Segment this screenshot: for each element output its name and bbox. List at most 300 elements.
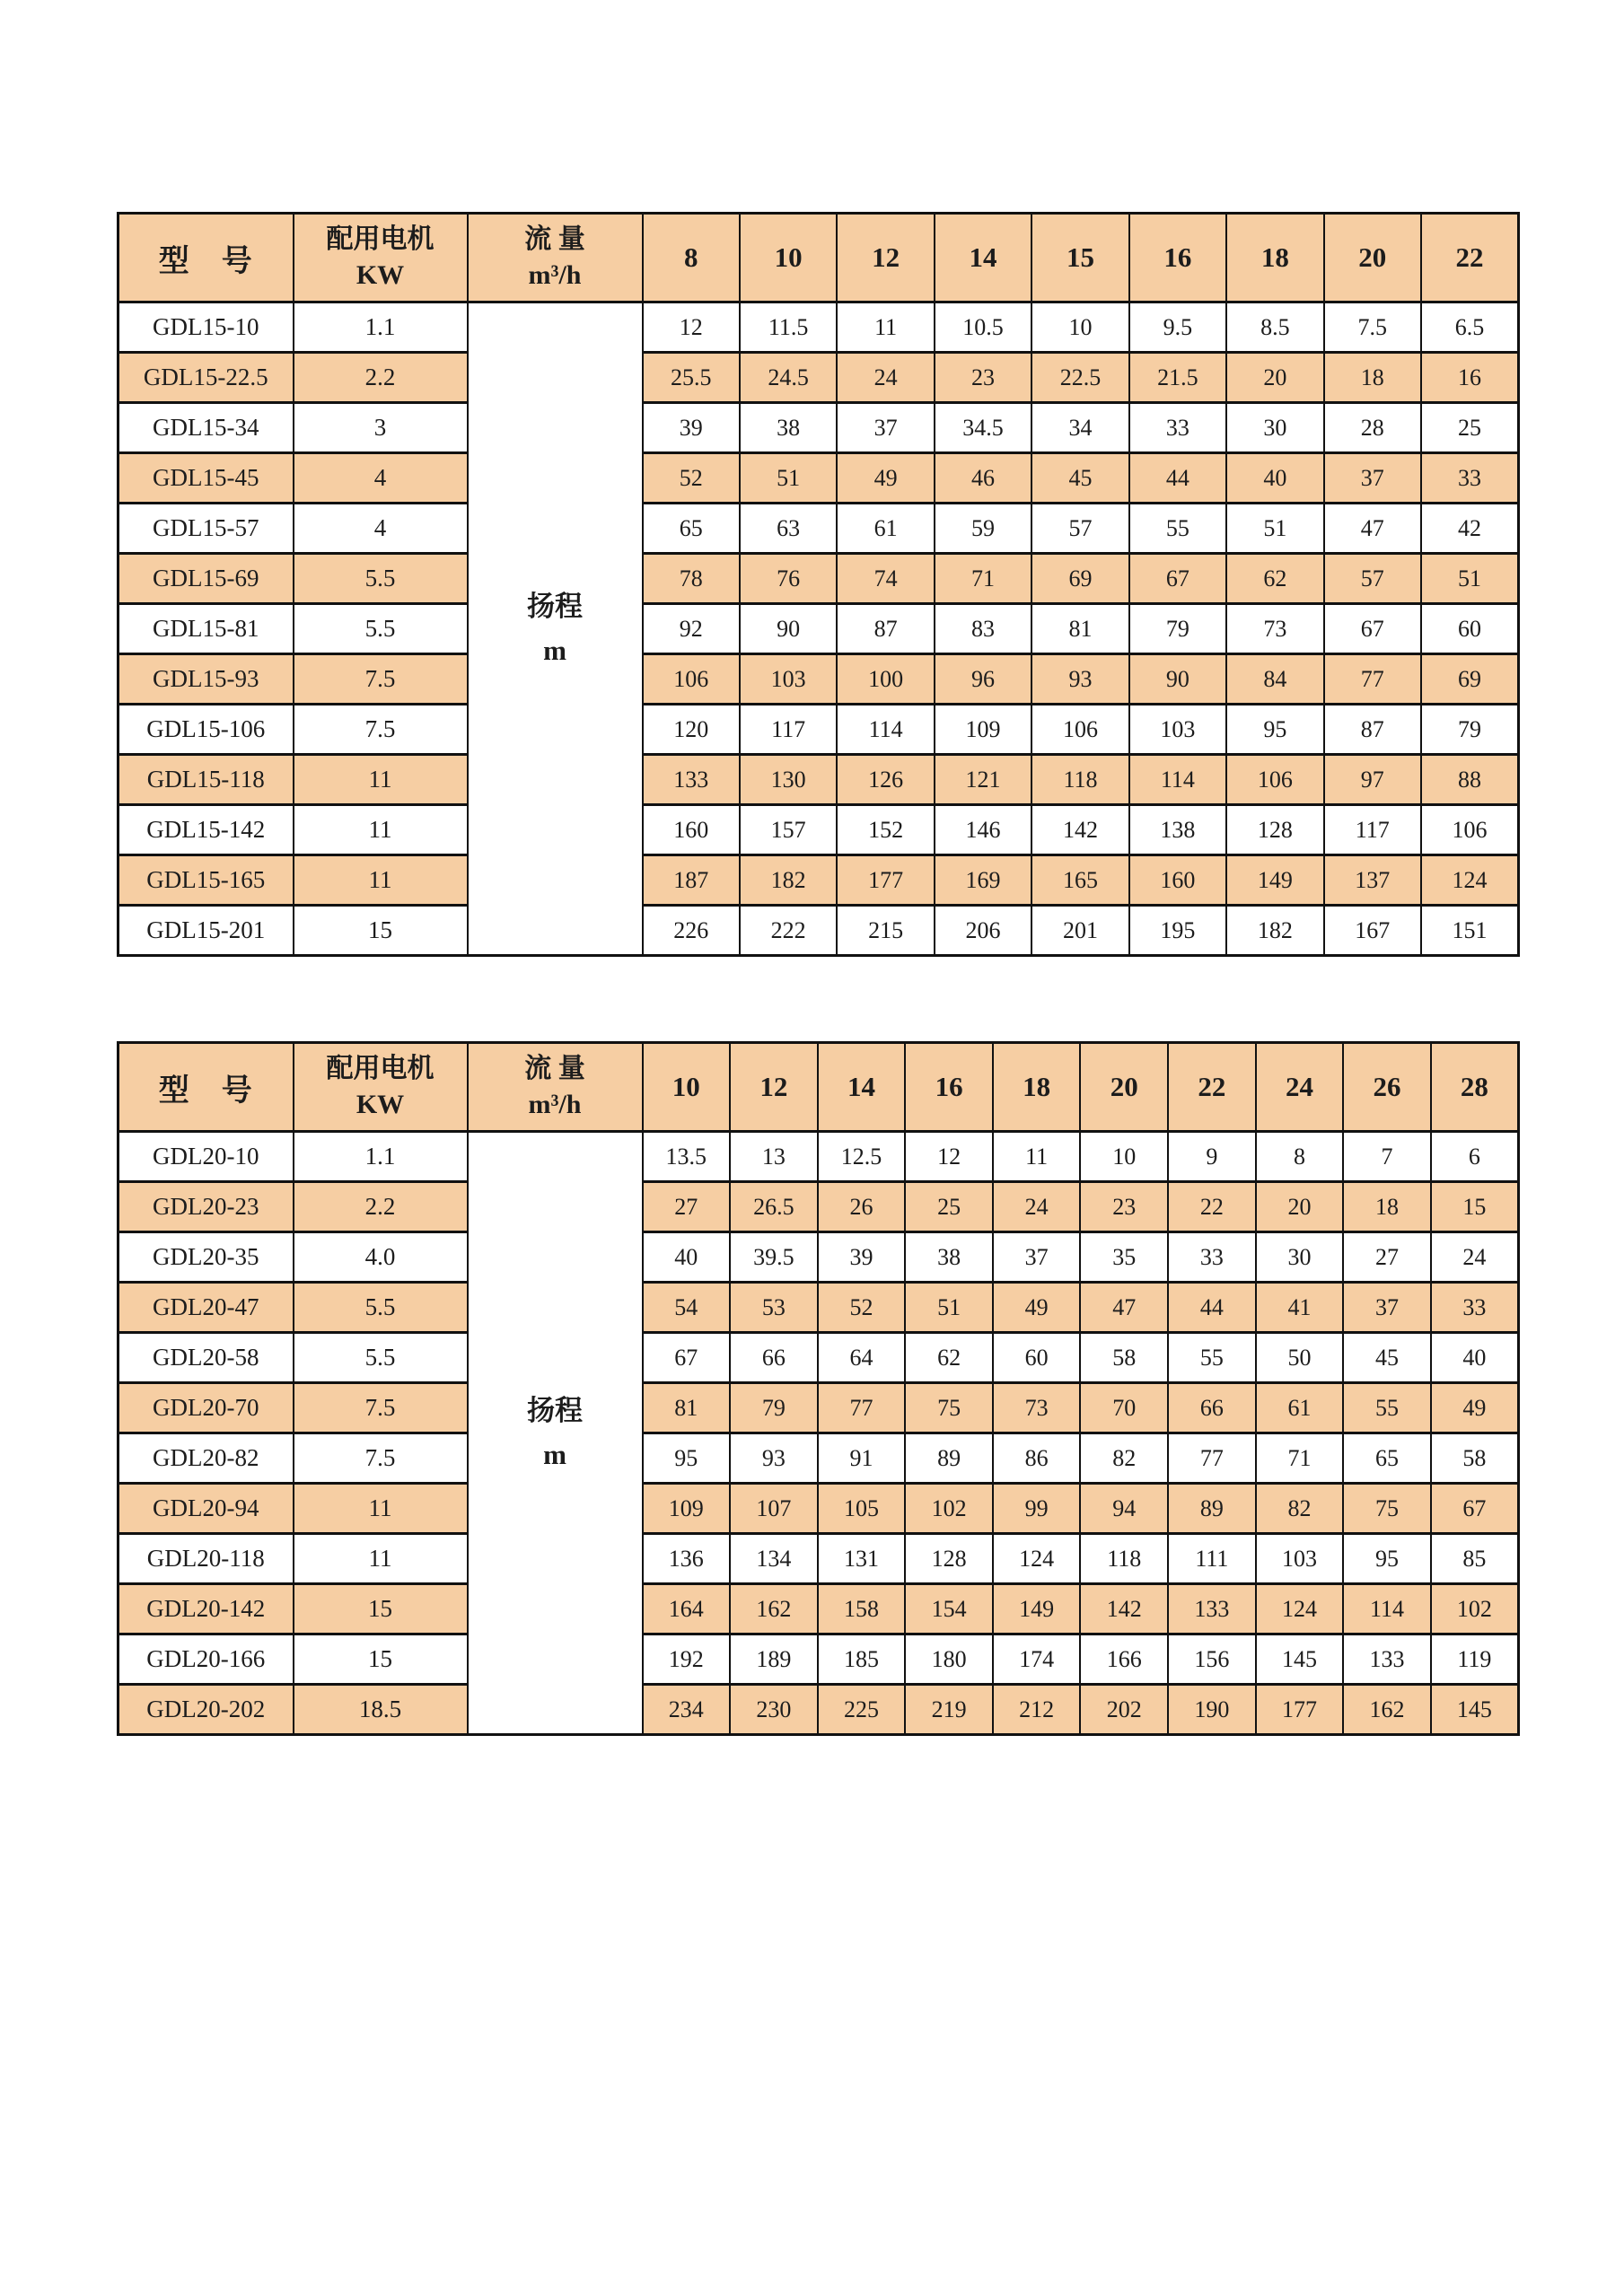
header-flow-14-label: 14 — [847, 1071, 875, 1102]
motor-kw-cell: 11 — [294, 1534, 468, 1584]
model-cell: GDL15-34 — [119, 403, 294, 453]
table-row — [119, 1685, 1519, 1735]
head-value-cell: 40 — [1431, 1333, 1519, 1383]
head-value-cell: 51 — [1421, 554, 1519, 604]
head-value-cell: 9.5 — [1129, 302, 1226, 353]
table-row — [119, 906, 1519, 956]
head-value-cell: 134 — [730, 1534, 818, 1584]
header-flow-14 — [818, 1043, 906, 1132]
table-row — [119, 1182, 1519, 1232]
head-value-cell: 37 — [837, 403, 934, 453]
head-value-cell: 106 — [1031, 705, 1128, 755]
head-value-cell: 71 — [935, 554, 1031, 604]
head-value-cell: 162 — [1343, 1685, 1431, 1735]
head-value-cell: 222 — [740, 906, 837, 956]
head-value-cell: 124 — [993, 1534, 1081, 1584]
header-flow-15 — [1031, 214, 1128, 302]
head-value-cell: 177 — [1256, 1685, 1344, 1735]
head-value-cell: 33 — [1168, 1232, 1256, 1283]
table-row — [119, 1383, 1519, 1433]
head-value-cell: 24.5 — [740, 353, 837, 403]
head-value-cell: 25 — [905, 1182, 993, 1232]
head-value-cell: 24 — [993, 1182, 1081, 1232]
head-value-cell: 33 — [1129, 403, 1226, 453]
head-unit-merged-cell — [468, 302, 643, 956]
head-value-cell: 146 — [935, 805, 1031, 855]
head-value-cell: 61 — [1256, 1383, 1344, 1433]
head-value-cell: 35 — [1080, 1232, 1168, 1283]
table-row — [119, 302, 1519, 353]
head-value-cell: 65 — [643, 504, 740, 554]
head-value-cell: 67 — [1324, 604, 1421, 654]
motor-kw-cell: 4 — [294, 504, 468, 554]
header-flow-28 — [1431, 1043, 1519, 1132]
header-flow-10-label: 10 — [672, 1071, 700, 1102]
motor-kw-cell: 7.5 — [294, 1383, 468, 1433]
table-row — [119, 1333, 1519, 1383]
head-value-cell: 160 — [1129, 855, 1226, 906]
head-value-cell: 126 — [837, 755, 934, 805]
head-value-cell: 77 — [818, 1383, 906, 1433]
head-value-cell: 94 — [1080, 1484, 1168, 1534]
header-flow-20-label: 20 — [1358, 241, 1387, 273]
header-model-label: 型 号 — [158, 244, 253, 278]
head-unit-merged-cell — [468, 1132, 643, 1735]
head-value-cell: 65 — [1343, 1433, 1431, 1484]
head-value-cell: 95 — [1343, 1534, 1431, 1584]
head-value-cell: 67 — [1431, 1484, 1519, 1534]
head-value-cell: 158 — [818, 1584, 906, 1634]
head-value-cell: 124 — [1256, 1584, 1344, 1634]
head-value-cell: 26.5 — [730, 1182, 818, 1232]
head-value-cell: 69 — [1031, 554, 1128, 604]
motor-kw-cell: 5.5 — [294, 604, 468, 654]
head-value-cell: 167 — [1324, 906, 1421, 956]
header-flow-20 — [1080, 1043, 1168, 1132]
head-value-cell: 103 — [1129, 705, 1226, 755]
head-value-cell: 20 — [1226, 353, 1323, 403]
head-value-cell: 156 — [1168, 1634, 1256, 1685]
header-flow-22-label: 22 — [1455, 241, 1484, 273]
head-value-cell: 95 — [1226, 705, 1323, 755]
head-value-cell: 93 — [1031, 654, 1128, 705]
head-value-cell: 55 — [1129, 504, 1226, 554]
head-value-cell: 131 — [818, 1534, 906, 1584]
head-value-cell: 120 — [643, 705, 740, 755]
head-value-cell: 79 — [730, 1383, 818, 1433]
header-flow-10 — [643, 1043, 731, 1132]
head-value-cell: 47 — [1324, 504, 1421, 554]
head-value-cell: 53 — [730, 1283, 818, 1333]
head-value-cell: 121 — [935, 755, 1031, 805]
head-value-cell: 76 — [740, 554, 837, 604]
motor-kw-cell: 11 — [294, 1484, 468, 1534]
table-row — [119, 1634, 1519, 1685]
head-value-cell: 58 — [1431, 1433, 1519, 1484]
table-row — [119, 1132, 1519, 1182]
head-value-cell: 52 — [818, 1283, 906, 1333]
head-value-cell: 25.5 — [643, 353, 740, 403]
head-value-cell: 83 — [935, 604, 1031, 654]
header-flow-26-label: 26 — [1373, 1071, 1401, 1102]
head-value-cell: 12.5 — [818, 1132, 906, 1182]
pump-table-gdl20 — [117, 1041, 1520, 1736]
model-cell: GDL15-142 — [119, 805, 294, 855]
header-row — [119, 1043, 1519, 1132]
header-motor-kw-label: KW — [356, 260, 405, 290]
model-cell: GDL15-165 — [119, 855, 294, 906]
model-cell: GDL20-142 — [119, 1584, 294, 1634]
motor-kw-cell: 2.2 — [294, 353, 468, 403]
head-value-cell: 103 — [740, 654, 837, 705]
header-model-label: 型 号 — [158, 1074, 253, 1108]
header-flow-20 — [1324, 214, 1421, 302]
table-row — [119, 1484, 1519, 1534]
header-flow-12-label: 12 — [872, 241, 900, 273]
head-value-cell: 24 — [837, 353, 934, 403]
head-value-cell: 73 — [993, 1383, 1081, 1433]
header-flow-10 — [740, 214, 837, 302]
header-flow-unit-label: m³/h — [528, 1090, 582, 1119]
head-value-cell: 230 — [730, 1685, 818, 1735]
head-value-cell: 99 — [993, 1484, 1081, 1534]
head-value-cell: 23 — [935, 353, 1031, 403]
head-value-cell: 38 — [905, 1232, 993, 1283]
head-value-cell: 41 — [1256, 1283, 1344, 1333]
head-value-cell: 60 — [993, 1333, 1081, 1383]
head-value-cell: 114 — [1343, 1584, 1431, 1634]
head-value-cell: 39.5 — [730, 1232, 818, 1283]
motor-kw-cell: 15 — [294, 906, 468, 956]
head-value-cell: 97 — [1324, 755, 1421, 805]
head-value-cell: 70 — [1080, 1383, 1168, 1433]
model-cell: GDL15-201 — [119, 906, 294, 956]
head-value-cell: 52 — [643, 453, 740, 504]
table-row — [119, 705, 1519, 755]
motor-kw-cell: 11 — [294, 805, 468, 855]
head-value-cell: 78 — [643, 554, 740, 604]
motor-kw-cell: 15 — [294, 1634, 468, 1685]
model-cell: GDL15-118 — [119, 755, 294, 805]
head-value-cell: 157 — [740, 805, 837, 855]
head-value-cell: 86 — [993, 1433, 1081, 1484]
header-flow-12 — [730, 1043, 818, 1132]
header-motor-kw-label: 配用电机 — [326, 1054, 435, 1084]
head-value-cell: 27 — [1343, 1232, 1431, 1283]
head-value-cell: 138 — [1129, 805, 1226, 855]
header-flow-16-label: 16 — [935, 1071, 963, 1102]
head-value-cell: 49 — [837, 453, 934, 504]
head-value-cell: 82 — [1256, 1484, 1344, 1534]
head-value-cell: 40 — [643, 1232, 731, 1283]
head-value-cell: 33 — [1421, 453, 1519, 504]
head-value-cell: 215 — [837, 906, 934, 956]
model-cell: GDL20-202 — [119, 1685, 294, 1735]
head-value-cell: 44 — [1168, 1283, 1256, 1333]
head-value-cell: 133 — [643, 755, 740, 805]
head-value-cell: 162 — [730, 1584, 818, 1634]
header-flow-24-label: 24 — [1285, 1071, 1313, 1102]
motor-kw-cell: 5.5 — [294, 1333, 468, 1383]
model-cell: GDL15-45 — [119, 453, 294, 504]
motor-kw-cell: 2.2 — [294, 1182, 468, 1232]
motor-kw-cell: 11 — [294, 855, 468, 906]
head-value-cell: 63 — [740, 504, 837, 554]
header-flow-14 — [935, 214, 1031, 302]
model-cell: GDL20-94 — [119, 1484, 294, 1534]
motor-kw-cell: 11 — [294, 755, 468, 805]
head-value-cell: 154 — [905, 1584, 993, 1634]
head-value-cell: 77 — [1324, 654, 1421, 705]
head-value-cell: 137 — [1324, 855, 1421, 906]
header-motor-kw-label: 配用电机 — [326, 224, 435, 255]
table-row — [119, 1584, 1519, 1634]
header-model — [119, 214, 294, 302]
head-value-cell: 114 — [837, 705, 934, 755]
head-value-cell: 58 — [1080, 1333, 1168, 1383]
head-value-cell: 37 — [1324, 453, 1421, 504]
head-value-cell: 6.5 — [1421, 302, 1519, 353]
motor-kw-cell: 7.5 — [294, 1433, 468, 1484]
table-row — [119, 353, 1519, 403]
head-value-cell: 45 — [1031, 453, 1128, 504]
table-row — [119, 1283, 1519, 1333]
header-flow-28-label: 28 — [1460, 1071, 1488, 1102]
head-value-cell: 25 — [1421, 403, 1519, 453]
head-value-cell: 117 — [1324, 805, 1421, 855]
head-value-cell: 71 — [1256, 1433, 1344, 1484]
head-value-cell: 10.5 — [935, 302, 1031, 353]
head-value-cell: 24 — [1431, 1232, 1519, 1283]
head-value-cell: 10 — [1031, 302, 1128, 353]
header-flow-unit-label: 流 量 — [524, 1054, 585, 1084]
head-value-cell: 106 — [643, 654, 740, 705]
head-value-cell: 136 — [643, 1534, 731, 1584]
head-value-cell: 75 — [905, 1383, 993, 1433]
head-value-cell: 49 — [993, 1283, 1081, 1333]
head-value-cell: 124 — [1421, 855, 1519, 906]
head-value-cell: 128 — [905, 1534, 993, 1584]
head-value-cell: 59 — [935, 504, 1031, 554]
head-value-cell: 87 — [1324, 705, 1421, 755]
head-value-cell: 166 — [1080, 1634, 1168, 1685]
head-value-cell: 79 — [1421, 705, 1519, 755]
head-value-cell: 202 — [1080, 1685, 1168, 1735]
head-unit-label: 扬程 — [527, 591, 583, 623]
model-cell: GDL15-93 — [119, 654, 294, 705]
header-flow-22-label: 22 — [1198, 1071, 1226, 1102]
model-cell: GDL20-118 — [119, 1534, 294, 1584]
head-value-cell: 51 — [905, 1283, 993, 1333]
model-cell: GDL20-10 — [119, 1132, 294, 1182]
head-value-cell: 11 — [837, 302, 934, 353]
head-unit-label: m — [543, 634, 566, 666]
head-value-cell: 27 — [643, 1182, 731, 1232]
table-row — [119, 1232, 1519, 1283]
model-cell: GDL20-82 — [119, 1433, 294, 1484]
head-value-cell: 226 — [643, 906, 740, 956]
head-value-cell: 37 — [1343, 1283, 1431, 1333]
head-value-cell: 145 — [1431, 1685, 1519, 1735]
head-value-cell: 100 — [837, 654, 934, 705]
head-value-cell: 234 — [643, 1685, 731, 1735]
head-value-cell: 180 — [905, 1634, 993, 1685]
head-value-cell: 109 — [643, 1484, 731, 1534]
head-value-cell: 96 — [935, 654, 1031, 705]
head-value-cell: 7.5 — [1324, 302, 1421, 353]
head-value-cell: 50 — [1256, 1333, 1344, 1383]
head-value-cell: 219 — [905, 1685, 993, 1735]
head-value-cell: 88 — [1421, 755, 1519, 805]
head-value-cell: 192 — [643, 1634, 731, 1685]
head-value-cell: 182 — [740, 855, 837, 906]
head-value-cell: 89 — [905, 1433, 993, 1484]
head-value-cell: 55 — [1168, 1333, 1256, 1383]
table-row — [119, 1534, 1519, 1584]
head-value-cell: 103 — [1256, 1534, 1344, 1584]
header-flow-12-label: 12 — [759, 1071, 788, 1102]
head-value-cell: 38 — [740, 403, 837, 453]
motor-kw-cell: 7.5 — [294, 705, 468, 755]
head-value-cell: 28 — [1324, 403, 1421, 453]
head-value-cell: 51 — [1226, 504, 1323, 554]
head-value-cell: 21.5 — [1129, 353, 1226, 403]
head-value-cell: 66 — [1168, 1383, 1256, 1433]
head-value-cell: 42 — [1421, 504, 1519, 554]
header-flow-12 — [837, 214, 934, 302]
head-value-cell: 90 — [1129, 654, 1226, 705]
head-value-cell: 39 — [818, 1232, 906, 1283]
head-unit-label: 扬程 — [527, 1395, 583, 1427]
model-cell: GDL20-58 — [119, 1333, 294, 1383]
head-value-cell: 64 — [818, 1333, 906, 1383]
header-flow-24 — [1256, 1043, 1344, 1132]
head-value-cell: 8 — [1256, 1132, 1344, 1182]
pump-table-gdl15 — [117, 212, 1520, 957]
head-value-cell: 142 — [1080, 1584, 1168, 1634]
header-flow-8 — [643, 214, 740, 302]
header-flow-18 — [1226, 214, 1323, 302]
header-motor-kw-label: KW — [356, 1090, 405, 1119]
head-value-cell: 7 — [1343, 1132, 1431, 1182]
header-flow-8-label: 8 — [683, 241, 698, 273]
head-value-cell: 22 — [1168, 1182, 1256, 1232]
head-value-cell: 102 — [905, 1484, 993, 1534]
motor-kw-cell: 7.5 — [294, 654, 468, 705]
head-value-cell: 93 — [730, 1433, 818, 1484]
table-row — [119, 1433, 1519, 1484]
head-value-cell: 142 — [1031, 805, 1128, 855]
head-value-cell: 75 — [1343, 1484, 1431, 1534]
model-cell: GDL15-106 — [119, 705, 294, 755]
header-flow-unit — [468, 214, 643, 302]
motor-kw-cell: 5.5 — [294, 554, 468, 604]
head-value-cell: 22.5 — [1031, 353, 1128, 403]
model-cell: GDL15-57 — [119, 504, 294, 554]
head-value-cell: 118 — [1080, 1534, 1168, 1584]
head-value-cell: 102 — [1431, 1584, 1519, 1634]
head-value-cell: 10 — [1080, 1132, 1168, 1182]
model-cell: GDL15-69 — [119, 554, 294, 604]
head-value-cell: 66 — [730, 1333, 818, 1383]
head-value-cell: 37 — [993, 1232, 1081, 1283]
head-value-cell: 12 — [905, 1132, 993, 1182]
head-value-cell: 18 — [1324, 353, 1421, 403]
table-row — [119, 504, 1519, 554]
header-motor-kw — [294, 1043, 468, 1132]
header-flow-16-label: 16 — [1163, 241, 1192, 273]
head-value-cell: 16 — [1421, 353, 1519, 403]
head-value-cell: 195 — [1129, 906, 1226, 956]
head-value-cell: 26 — [818, 1182, 906, 1232]
head-value-cell: 151 — [1421, 906, 1519, 956]
head-value-cell: 34.5 — [935, 403, 1031, 453]
head-value-cell: 18 — [1343, 1182, 1431, 1232]
motor-kw-cell: 18.5 — [294, 1685, 468, 1735]
head-value-cell: 30 — [1226, 403, 1323, 453]
head-value-cell: 128 — [1226, 805, 1323, 855]
model-cell: GDL15-10 — [119, 302, 294, 353]
head-value-cell: 95 — [643, 1433, 731, 1484]
head-value-cell: 114 — [1129, 755, 1226, 805]
header-model — [119, 1043, 294, 1132]
head-value-cell: 45 — [1343, 1333, 1431, 1383]
header-flow-unit — [468, 1043, 643, 1132]
head-value-cell: 87 — [837, 604, 934, 654]
head-value-cell: 190 — [1168, 1685, 1256, 1735]
header-flow-22 — [1168, 1043, 1256, 1132]
header-row — [119, 214, 1519, 302]
header-motor-kw — [294, 214, 468, 302]
head-value-cell: 12 — [643, 302, 740, 353]
motor-kw-cell: 4 — [294, 453, 468, 504]
head-value-cell: 33 — [1431, 1283, 1519, 1333]
head-value-cell: 81 — [643, 1383, 731, 1433]
head-value-cell: 11 — [993, 1132, 1081, 1182]
head-value-cell: 55 — [1343, 1383, 1431, 1433]
header-flow-18 — [993, 1043, 1081, 1132]
header-flow-22 — [1421, 214, 1519, 302]
table-row — [119, 604, 1519, 654]
head-value-cell: 73 — [1226, 604, 1323, 654]
head-value-cell: 77 — [1168, 1433, 1256, 1484]
head-value-cell: 145 — [1256, 1634, 1344, 1685]
head-value-cell: 67 — [643, 1333, 731, 1383]
head-value-cell: 187 — [643, 855, 740, 906]
motor-kw-cell: 1.1 — [294, 1132, 468, 1182]
head-value-cell: 62 — [905, 1333, 993, 1383]
head-value-cell: 106 — [1421, 805, 1519, 855]
head-value-cell: 39 — [643, 403, 740, 453]
head-value-cell: 177 — [837, 855, 934, 906]
head-value-cell: 79 — [1129, 604, 1226, 654]
head-value-cell: 40 — [1226, 453, 1323, 504]
head-value-cell: 106 — [1226, 755, 1323, 805]
head-value-cell: 225 — [818, 1685, 906, 1735]
head-value-cell: 111 — [1168, 1534, 1256, 1584]
header-flow-16 — [1129, 214, 1226, 302]
head-value-cell: 109 — [935, 705, 1031, 755]
head-value-cell: 82 — [1080, 1433, 1168, 1484]
head-value-cell: 133 — [1168, 1584, 1256, 1634]
head-value-cell: 160 — [643, 805, 740, 855]
head-value-cell: 182 — [1226, 906, 1323, 956]
head-value-cell: 185 — [818, 1634, 906, 1685]
model-cell: GDL20-47 — [119, 1283, 294, 1333]
table-row — [119, 805, 1519, 855]
motor-kw-cell: 15 — [294, 1584, 468, 1634]
head-value-cell: 169 — [935, 855, 1031, 906]
